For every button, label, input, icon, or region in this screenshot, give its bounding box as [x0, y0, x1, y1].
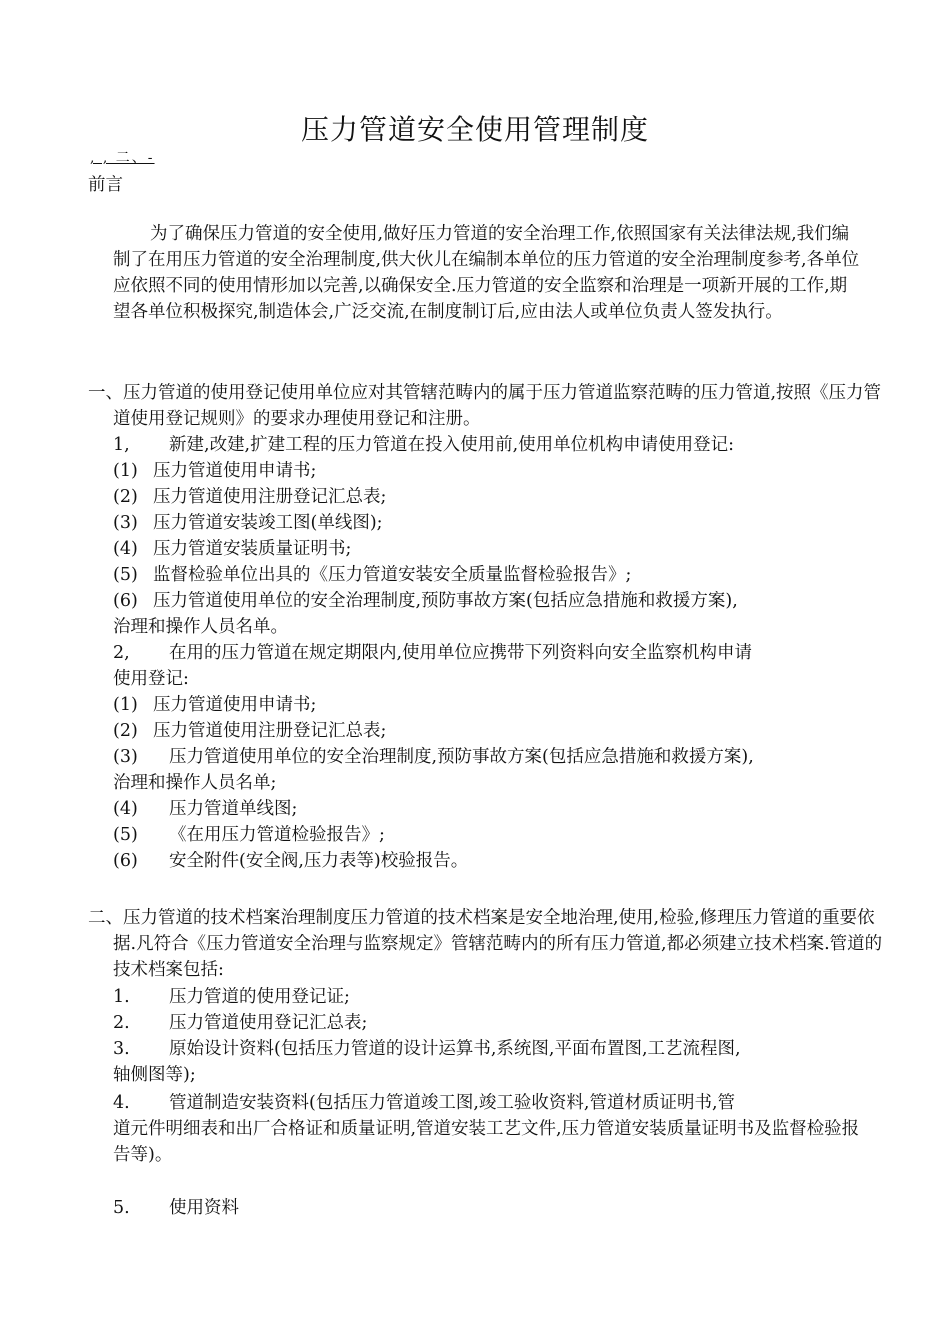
item-continuation: 使用登记:: [113, 669, 189, 689]
list-number: (1): [113, 461, 138, 481]
section-2-heading: 二、压力管道的技术档案治理制度压力管道的技术档案是安全地治理,使用,检验,修理压力管道的重要依据.凡符合《压力管道安全治理与监察规定》管辖范畴内的所有压力管道,都必须建立技术档案.管道的技术档案包括:: [88, 908, 883, 980]
list-item: [113, 692, 863, 718]
list-number: (2): [113, 721, 138, 741]
section-2-item-5: [113, 1195, 863, 1221]
section-2-item: [113, 1036, 863, 1062]
item-text: 原始设计资料(包括压力管道的设计运算书,系统图,平面布置图,工艺流程图,: [169, 1039, 741, 1059]
list-text: 压力管道使用注册登记汇总表;: [153, 487, 387, 507]
document-title: 压力管道安全使用管理制度: [300, 113, 649, 146]
list-text: 安全附件(安全阀,压力表等)校验报告。: [169, 851, 469, 871]
list-text: 压力管道使用申请书;: [153, 461, 317, 481]
list-text: 监督检验单位出具的《压力管道安装安全质量监督检验报告》;: [153, 565, 632, 585]
list-number: (4): [113, 799, 138, 819]
section-1-item-2: [113, 640, 863, 666]
list-item-continuation: 治理和操作人员名单。: [113, 617, 288, 637]
list-item: [113, 796, 863, 822]
item-number: 2,: [113, 643, 130, 663]
list-number: (1): [113, 695, 138, 715]
list-number: (5): [113, 565, 138, 585]
list-number: (6): [113, 851, 138, 871]
item-number: 1.: [113, 987, 130, 1007]
list-item: [113, 822, 863, 848]
item-number: 2.: [113, 1013, 130, 1033]
item-text: 压力管道的使用登记证;: [169, 987, 350, 1007]
item-number: 3.: [113, 1039, 130, 1059]
list-text: 压力管道使用单位的安全治理制度,预防事故方案(包括应急措施和救援方案),: [169, 747, 754, 767]
section-2-item: [113, 1010, 863, 1036]
section-2-item: [113, 984, 863, 1010]
list-number: (3): [113, 513, 138, 533]
item-continuation: 道元件明细表和出厂合格证和质量证明,管道安装工艺文件,压力管道安装质量证明书及监督检验报告等)。: [113, 1119, 860, 1165]
item-text: 管道制造安装资料(包括压力管道竣工图,竣工验收资料,管道材质证明书,管: [169, 1093, 736, 1113]
item-number: 4.: [113, 1093, 130, 1113]
section-2-item: [113, 1090, 863, 1116]
list-text: 压力管道使用单位的安全治理制度,预防事故方案(包括应急措施和救援方案),: [153, 591, 738, 611]
list-item: [113, 744, 863, 770]
list-item: [113, 848, 863, 874]
list-item: [113, 484, 863, 510]
section-1-item-1: [113, 432, 863, 458]
preface-paragraph: 为了确保压力管道的安全使用,做好压力管道的安全治理工作,依照国家有关法律法规,我们编制了在用压力管道的安全治理制度,供大伙儿在编制本单位的压力管道的安全治理制度参考,各单位应依照不同的使用情形加以完善,以确保安全.压力管道的安全监察和治理是一项新开展的工作,期望各单位积极探究,制造体会,广泛交流,在制度制订后,应由法人或单位负责人签发执行。: [113, 224, 860, 322]
list-item: [113, 458, 863, 484]
list-number: (3): [113, 747, 138, 767]
list-item-continuation: 治理和操作人员名单;: [113, 773, 277, 793]
header-marks: , , 二、-: [90, 150, 155, 166]
item-text: 压力管道使用登记汇总表;: [169, 1013, 368, 1033]
item-continuation: 轴侧图等);: [113, 1065, 196, 1085]
item-number: 1,: [113, 435, 130, 455]
list-text: 压力管道使用申请书;: [153, 695, 317, 715]
list-item: [113, 562, 863, 588]
list-text: 压力管道单线图;: [169, 799, 298, 819]
item-text: 使用资料: [169, 1198, 239, 1218]
list-item: [113, 718, 863, 744]
list-number: (5): [113, 825, 138, 845]
list-item: [113, 588, 863, 614]
list-text: 《在用压力管道检验报告》;: [169, 825, 385, 845]
section-1-heading: 一、压力管道的使用登记使用单位应对其管辖范畴内的属于压力管道监察范畴的压力管道,按照《压力管道使用登记规则》的要求办理使用登记和注册。: [88, 383, 882, 429]
item-text: 新建,改建,扩建工程的压力管道在投入使用前,使用单位机构申请使用登记:: [169, 435, 735, 455]
item-number: 5.: [113, 1198, 130, 1218]
preface-label: 前言: [88, 175, 123, 195]
list-number: (2): [113, 487, 138, 507]
list-number: (6): [113, 591, 138, 611]
list-text: 压力管道使用注册登记汇总表;: [153, 721, 387, 741]
item-text: 在用的压力管道在规定期限内,使用单位应携带下列资料向安全监察机构申请: [169, 643, 753, 663]
list-item: [113, 536, 863, 562]
list-text: 压力管道安装竣工图(单线图);: [153, 513, 383, 533]
list-text: 压力管道安装质量证明书;: [153, 539, 352, 559]
list-item: [113, 510, 863, 536]
list-number: (4): [113, 539, 138, 559]
